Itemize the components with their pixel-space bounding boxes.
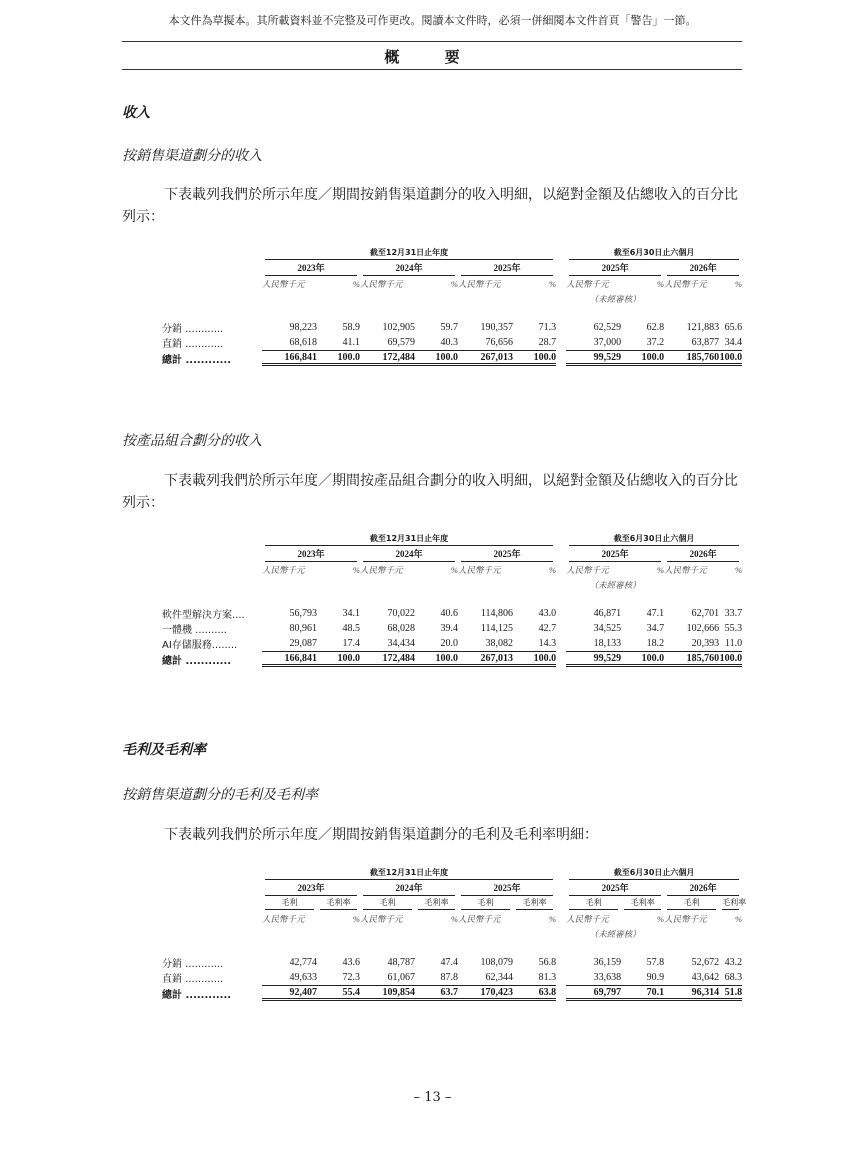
col-gross-margin: 毛利率 <box>513 896 556 911</box>
unit-pct: % <box>352 278 360 289</box>
cell: 40.3 <box>415 335 458 351</box>
cell: 100.0 <box>415 652 458 668</box>
cell: 267,013 <box>458 652 513 668</box>
cell: 76,656 <box>458 335 513 351</box>
unaudited-note: （未經審核） <box>589 293 641 304</box>
cell: 166,841 <box>262 351 317 367</box>
cell: 190,357 <box>480 322 513 333</box>
cell: 98,223 <box>289 322 317 333</box>
cell: 68,028 <box>387 623 415 634</box>
unit-rmb: 人民幣千元 <box>664 278 707 289</box>
cell: 17.4 <box>317 636 360 652</box>
unit-pct: % <box>352 913 360 924</box>
cell: 69,579 <box>360 335 415 351</box>
cell: 100.0 <box>719 652 742 668</box>
unit-pct: % <box>656 564 665 575</box>
unaudited-note: （未經審核） <box>589 579 641 590</box>
cell: 102,905 <box>382 322 415 333</box>
cell: 62,344 <box>458 970 513 986</box>
col-gross-profit: 毛利 <box>458 896 513 911</box>
unaudited-note: （未經審核） <box>589 928 641 939</box>
cell: 52,672 <box>691 957 720 968</box>
cell: 100.0 <box>415 351 458 367</box>
cell: 20.0 <box>415 636 458 652</box>
unit-pct: % <box>735 564 743 575</box>
cell: 102,666 <box>686 623 720 634</box>
cell: 70.1 <box>621 986 664 1002</box>
row-label: 直銷 ............ <box>162 974 224 986</box>
table-row <box>162 606 742 621</box>
cell: 43.0 <box>538 608 557 619</box>
cell: 42.7 <box>538 623 557 634</box>
cell: 41.1 <box>317 335 360 351</box>
cell: 65.6 <box>724 322 743 333</box>
row-label: 總計 ............ <box>162 655 232 667</box>
cell: 34.1 <box>342 608 360 619</box>
cell: 18.2 <box>621 636 664 652</box>
unit-rmb: 人民幣千元 <box>458 278 501 289</box>
group-header-year: 截至12月31日止年度 <box>262 532 556 547</box>
cell: 37,000 <box>566 335 621 351</box>
group-header-six-months: 截至6月30日止六個月 <box>566 532 742 547</box>
cell: 56,793 <box>289 608 317 619</box>
year-header: 2026年 <box>664 881 742 896</box>
cell: 47.1 <box>646 608 665 619</box>
cell: 62,701 <box>691 608 720 619</box>
cell: 100.0 <box>621 652 664 668</box>
cell: 100.0 <box>317 351 360 367</box>
unit-pct: % <box>548 913 557 924</box>
cell: 36,159 <box>593 957 622 968</box>
cell: 48,787 <box>387 957 415 968</box>
unit-rmb: 人民幣千元 <box>664 913 707 924</box>
table-revenue-by-channel <box>162 246 742 366</box>
unit-rmb: 人民幣千元 <box>566 278 609 289</box>
table-total-row <box>162 652 742 668</box>
year-header: 2024年 <box>360 261 458 276</box>
cell: 29,087 <box>262 636 317 652</box>
subheading-gross-profit-by-channel: 按銷售渠道劃分的毛利及毛利率 <box>122 787 318 803</box>
cell: 100.0 <box>513 351 556 367</box>
cell: 43.6 <box>342 957 360 968</box>
cell: 267,013 <box>458 351 513 367</box>
table-total-row <box>162 351 742 367</box>
cell: 55.3 <box>724 623 743 634</box>
table-row <box>162 335 742 351</box>
subheading-revenue-by-product: 按產品組合劃分的收入 <box>122 433 262 449</box>
table-total-row <box>162 986 742 1002</box>
unit-pct: % <box>450 564 458 575</box>
cell: 42,774 <box>289 957 317 968</box>
row-label: 分銷 ............ <box>162 324 224 335</box>
unit-pct: % <box>656 913 665 924</box>
unit-pct: % <box>735 278 743 289</box>
col-gross-margin: 毛利率 <box>415 896 458 911</box>
cell: 20,393 <box>664 636 719 652</box>
unit-rmb: 人民幣千元 <box>262 278 305 289</box>
cell: 56.8 <box>538 957 557 968</box>
table-row <box>162 636 742 652</box>
group-header-year: 截至12月31日止年度 <box>262 246 556 261</box>
cell: 34.4 <box>719 335 742 351</box>
unit-rmb: 人民幣千元 <box>360 564 403 575</box>
cell: 34,525 <box>593 623 622 634</box>
unit-pct: % <box>548 278 557 289</box>
draft-warning-note: 本文件為草擬本。其所載資料並不完整及可作更改。閱讀本文件時，必須一併細閱本文件首頁「警告」一節。 <box>168 14 697 27</box>
cell: 100.0 <box>317 652 360 668</box>
cell: 28.7 <box>513 335 556 351</box>
col-gross-margin: 毛利率 <box>317 896 360 911</box>
unit-pct: % <box>352 564 360 575</box>
subheading-revenue-by-channel: 按銷售渠道劃分的收入 <box>122 148 262 164</box>
cell: 100.0 <box>719 351 742 367</box>
cell: 11.0 <box>719 636 742 652</box>
unit-pct: % <box>548 564 557 575</box>
unit-pct: % <box>656 278 665 289</box>
page-number: – 13 – <box>413 1090 452 1105</box>
unit-rmb: 人民幣千元 <box>566 913 609 924</box>
unit-rmb: 人民幣千元 <box>360 278 403 289</box>
table-row <box>162 970 742 986</box>
unit-pct: % <box>735 913 743 924</box>
unit-rmb: 人民幣千元 <box>458 564 501 575</box>
page-title: 概 要 <box>384 48 480 66</box>
col-gross-profit: 毛利 <box>262 896 317 911</box>
cell: 70,022 <box>387 608 415 619</box>
row-label: AI存儲服務........ <box>162 640 238 652</box>
cell: 39.4 <box>440 623 458 634</box>
cell: 68,618 <box>262 335 317 351</box>
cell: 87.8 <box>415 970 458 986</box>
cell: 63.8 <box>513 986 556 1002</box>
cell: 43.2 <box>724 957 743 968</box>
cell: 81.3 <box>513 970 556 986</box>
year-header: 2025年 <box>458 261 556 276</box>
cell: 71.3 <box>538 322 557 333</box>
cell: 43,642 <box>664 970 719 986</box>
row-label: 一體機 .......... <box>162 625 227 636</box>
col-gross-margin: 毛利率 <box>719 896 742 911</box>
section-heading-revenue: 收入 <box>122 105 150 121</box>
cell: 114,806 <box>480 608 513 619</box>
section-heading-gross-profit: 毛利及毛利率 <box>122 742 206 758</box>
table-row <box>162 621 742 636</box>
year-header: 2026年 <box>664 547 742 562</box>
cell: 80,961 <box>289 623 317 634</box>
cell: 69,797 <box>566 986 621 1002</box>
year-header: 2025年 <box>566 881 664 896</box>
unit-rmb: 人民幣千元 <box>360 913 403 924</box>
row-label: 分銷 ............ <box>162 959 224 970</box>
table-row <box>162 955 742 970</box>
cell: 49,633 <box>262 970 317 986</box>
year-header: 2025年 <box>458 547 556 562</box>
cell: 92,407 <box>262 986 317 1002</box>
cell: 40.6 <box>440 608 458 619</box>
cell: 38,082 <box>458 636 513 652</box>
cell: 108,079 <box>480 957 513 968</box>
col-gross-profit: 毛利 <box>360 896 415 911</box>
cell: 109,854 <box>360 986 415 1002</box>
table-gross-profit-by-channel <box>162 866 747 1001</box>
cell: 90.9 <box>621 970 664 986</box>
unit-pct: % <box>450 913 458 924</box>
cell: 172,484 <box>360 652 415 668</box>
row-label: 軟件型解決方案.... <box>162 610 245 621</box>
cell: 63,877 <box>664 335 719 351</box>
cell: 59.7 <box>440 322 458 333</box>
cell: 34,434 <box>360 636 415 652</box>
cell: 55.4 <box>317 986 360 1002</box>
cell: 170,423 <box>458 986 513 1002</box>
paragraph-revenue-by-product: 下表載列我們於所示年度／期間按產品組合劃分的收入明細，以絕對金額及佔總收入的百分比列示： <box>122 473 738 511</box>
cell: 14.3 <box>513 636 556 652</box>
cell: 100.0 <box>621 351 664 367</box>
cell: 100.0 <box>513 652 556 668</box>
cell: 185,760 <box>664 652 719 668</box>
year-header: 2025年 <box>458 881 556 896</box>
year-header: 2023年 <box>262 881 360 896</box>
unit-pct: % <box>450 278 458 289</box>
cell: 48.5 <box>342 623 360 634</box>
unit-rmb: 人民幣千元 <box>262 564 305 575</box>
cell: 62,529 <box>593 322 622 333</box>
cell: 121,883 <box>686 322 720 333</box>
row-label: 總計 ............ <box>162 354 232 366</box>
group-header-year: 截至12月31日止年度 <box>262 866 556 881</box>
cell: 37.2 <box>621 335 664 351</box>
col-gross-margin: 毛利率 <box>621 896 664 911</box>
col-gross-profit: 毛利 <box>566 896 621 911</box>
cell: 46,871 <box>593 608 622 619</box>
row-label: 直銷 ............ <box>162 339 224 351</box>
paragraph-revenue-by-channel: 下表載列我們於所示年度／期間按銷售渠道劃分的收入明細，以絕對金額及佔總收入的百分比列示： <box>122 187 738 225</box>
cell: 63.7 <box>415 986 458 1002</box>
table-row <box>162 320 742 335</box>
year-header: 2023年 <box>262 261 360 276</box>
cell: 51.8 <box>719 986 742 1002</box>
cell: 47.4 <box>440 957 458 968</box>
cell: 68.3 <box>719 970 742 986</box>
cell: 33.7 <box>724 608 743 619</box>
row-label: 總計 ............ <box>162 989 232 1001</box>
unit-rmb: 人民幣千元 <box>566 564 609 575</box>
group-header-six-months: 截至6月30日止六個月 <box>566 246 742 261</box>
cell: 62.8 <box>646 322 665 333</box>
cell: 18,133 <box>566 636 621 652</box>
col-gross-profit: 毛利 <box>664 896 719 911</box>
cell: 172,484 <box>360 351 415 367</box>
cell: 58.9 <box>342 322 360 333</box>
paragraph-gross-profit-by-channel: 下表載列我們於所示年度／期間按銷售渠道劃分的毛利及毛利率明細： <box>164 827 598 843</box>
table-revenue-by-product <box>162 532 742 667</box>
unit-rmb: 人民幣千元 <box>664 564 707 575</box>
group-header-six-months: 截至6月30日止六個月 <box>566 866 742 881</box>
unit-rmb: 人民幣千元 <box>262 913 305 924</box>
cell: 61,067 <box>360 970 415 986</box>
year-header: 2024年 <box>360 547 458 562</box>
cell: 33,638 <box>566 970 621 986</box>
year-header: 2025年 <box>566 547 664 562</box>
title-rule-top <box>122 41 742 42</box>
cell: 99,529 <box>566 652 621 668</box>
year-header: 2024年 <box>360 881 458 896</box>
title-rule-bottom <box>122 69 742 70</box>
unit-rmb: 人民幣千元 <box>458 913 501 924</box>
cell: 114,125 <box>480 623 513 634</box>
cell: 185,760 <box>664 351 719 367</box>
cell: 72.3 <box>317 970 360 986</box>
year-header: 2023年 <box>262 547 360 562</box>
year-header: 2025年 <box>566 261 664 276</box>
cell: 96,314 <box>664 986 719 1002</box>
cell: 57.8 <box>646 957 665 968</box>
year-header: 2026年 <box>664 261 742 276</box>
cell: 166,841 <box>262 652 317 668</box>
cell: 99,529 <box>566 351 621 367</box>
cell: 34.7 <box>646 623 665 634</box>
